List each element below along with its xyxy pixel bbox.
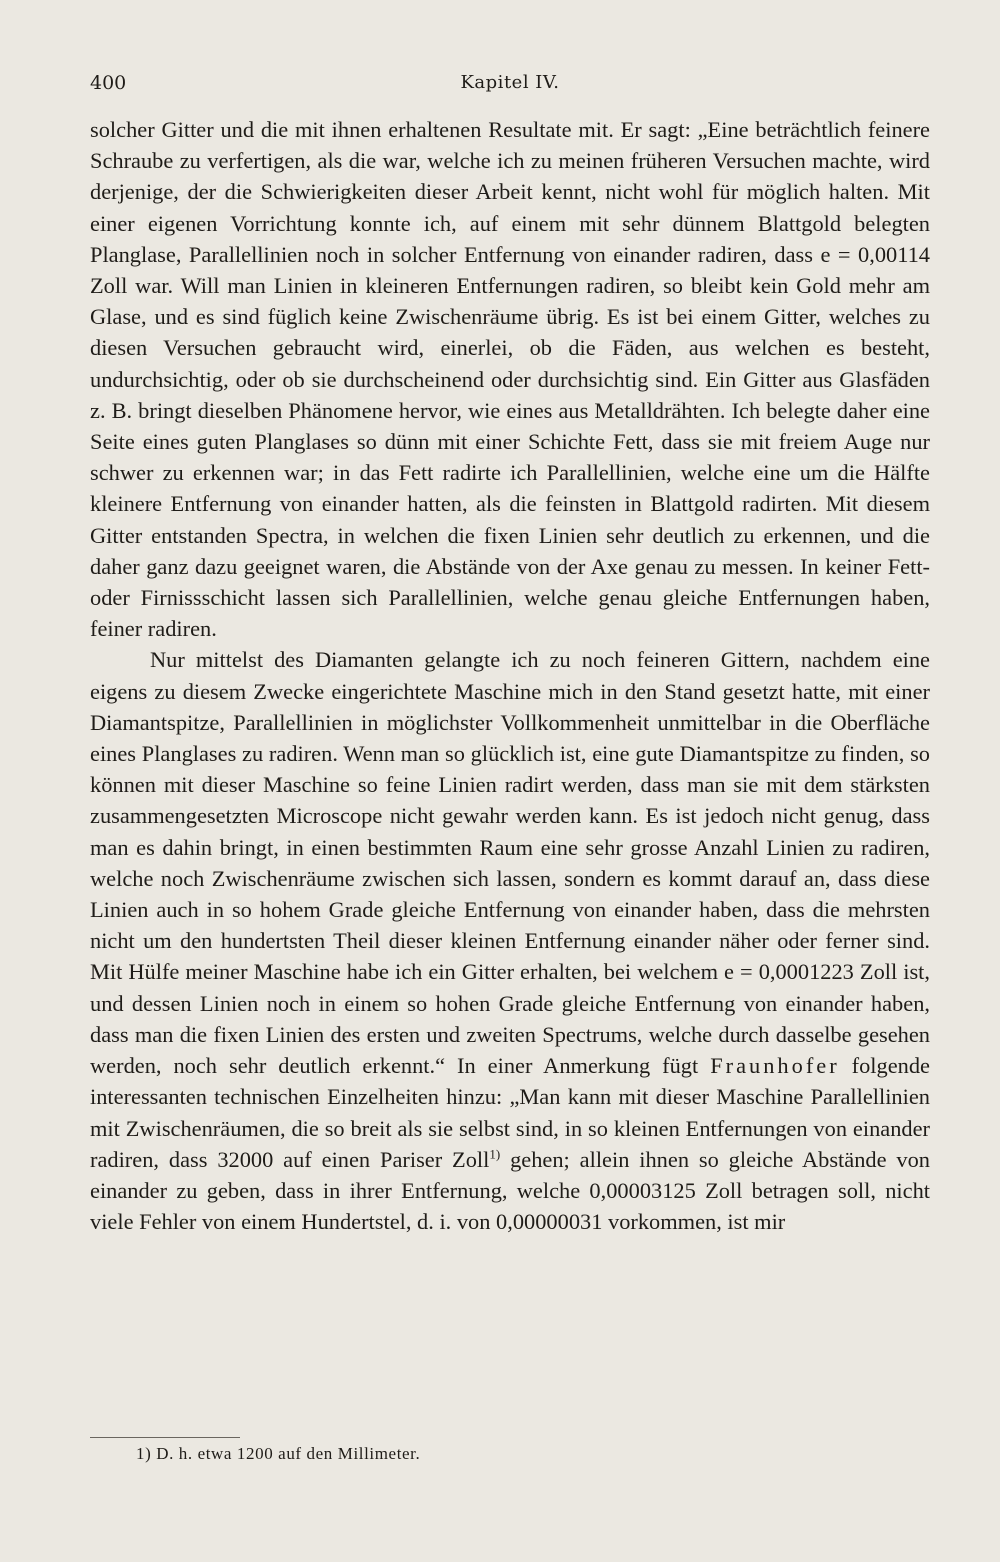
paragraph-2-text-a: Nur mittelst des Diamanten gelangte ich zu noch feineren Gittern, nachdem eine eigens zu diesem Zwecke eingerichtete Maschine mich in den Stand gesetzt hatte, mit einer Diamantspitze, Parallellinien in möglichster Vollkommenheit unmittelbar in die Oberfläche eines Planglases zu radiren. Wenn man so glücklich ist, eine gute Diamantspitze zu finden, so können mit dieser Maschine so feine Linien radirt werden, dass man sie mit dem stärksten zusammengesetzten Microscope nicht gewahr werden kann. Es ist jedoch nicht genug, dass man es dahin bringt, in einen bestimmten Raum eine sehr grosse Anzahl Linien zu radiren, welche noch Zwischenräume zwischen sich lassen, sondern es kommt darauf an, dass diese Linien auch in so hohem Grade gleiche Entfernung von einander haben, dass die mehrsten nicht um den hundertsten Theil dieser kleinen Entfernung einander näher oder ferner sind. Mit Hülfe meiner Maschine habe ich ein Gitter erhalten, bei welchem e = 0,0001223 Zoll ist, und dessen Linien noch in einem so hohen Grade gleiche Entfernung von einander haben, dass man die fixen Linien des ersten und zweiten Spectrums, welche durch dasselbe gesehen werden, noch sehr deutlich erkennt.“ In einer Anmerkung fügt	[90, 647, 930, 1079]
paragraph-2-text-b: folgende interessanten technischen Einzelheiten hinzu: „Man kann mit dieser Maschine Parallellinien mit Zwischenräumen, die so breit als sie selbst sind, in so kleinen Entfernungen von einander radiren, dass 32000 auf einen Pariser Zoll	[90, 1053, 930, 1172]
paragraph-2-text-c: gehen; allein ihnen so gleiche Abstände von einander zu geben, dass in ihrer Entfernung, welche 0,00003125 Zoll betragen soll, nicht viele Fehler von einem Hundertstel, d. i. von 0,00000031 vorkommen, ist mir	[90, 1146, 930, 1235]
paragraph-1	[90, 114, 930, 644]
page-number: 400	[90, 72, 127, 94]
running-head	[90, 68, 930, 98]
footnote: 1) D. h. etwa 1200 auf den Millimeter.	[136, 1444, 421, 1463]
footnote-reference: 1)	[489, 1146, 501, 1162]
paragraph-2	[90, 644, 930, 1237]
chapter-title: Kapitel IV.	[460, 72, 560, 93]
footnote-divider	[90, 1437, 240, 1438]
body-text	[90, 114, 930, 1237]
paragraph-1-text: solcher Gitter und die mit ihnen erhaltenen Resultate mit. Er sagt: „Eine beträchtlich feinere Schraube zu verfertigen, als die war, welche ich zu meinen früheren Versuchen machte, wird derjenige, der die Schwierigkeiten dieser Arbeit kennt, nicht wohl für möglich halten. Mit einer eigenen Vorrichtung konnte ich, auf einem mit sehr dünnem Blattgold belegten Planglase, Parallellinien noch in solcher Entfernung von einander radiren, dass e = 0,00114 Zoll war. Will man Linien in kleineren Entfernungen radiren, so bleibt kein Gold mehr am Glase, und es sind füglich keine Zwischenräume übrig. Es ist bei einem Gitter, welches zu diesen Versuchen gebraucht wird, einerlei, ob die Fäden, aus welchen es besteht, undurchsichtig, oder ob sie durchscheinend oder durchsichtig sind. Ein Gitter aus Glasfäden z. B. bringt dieselben Phänomene hervor, wie eines aus Metalldrähten. Ich belegte daher eine Seite eines guten Planglases so dünn mit einer Schichte Fett, dass sie mit freiem Auge nur schwer zu erkennen war; in das Fett radirte ich Parallellinien, welche eine um die Hälfte kleinere Entfernung von einander hatten, als die feinsten in Blattgold radirten. Mit diesem Gitter entstanden Spectra, in welchen die fixen Linien sehr deutlich zu erkennen, und die daher ganz dazu geeignet waren, die Abstände von der Axe genau zu messen. In keiner Fett- oder Firnissschicht lassen sich Parallellinien, welche genau gleiche Entfernungen haben, feiner radiren.	[90, 117, 930, 642]
author-name-spaced: Fraunhofer	[710, 1053, 840, 1079]
